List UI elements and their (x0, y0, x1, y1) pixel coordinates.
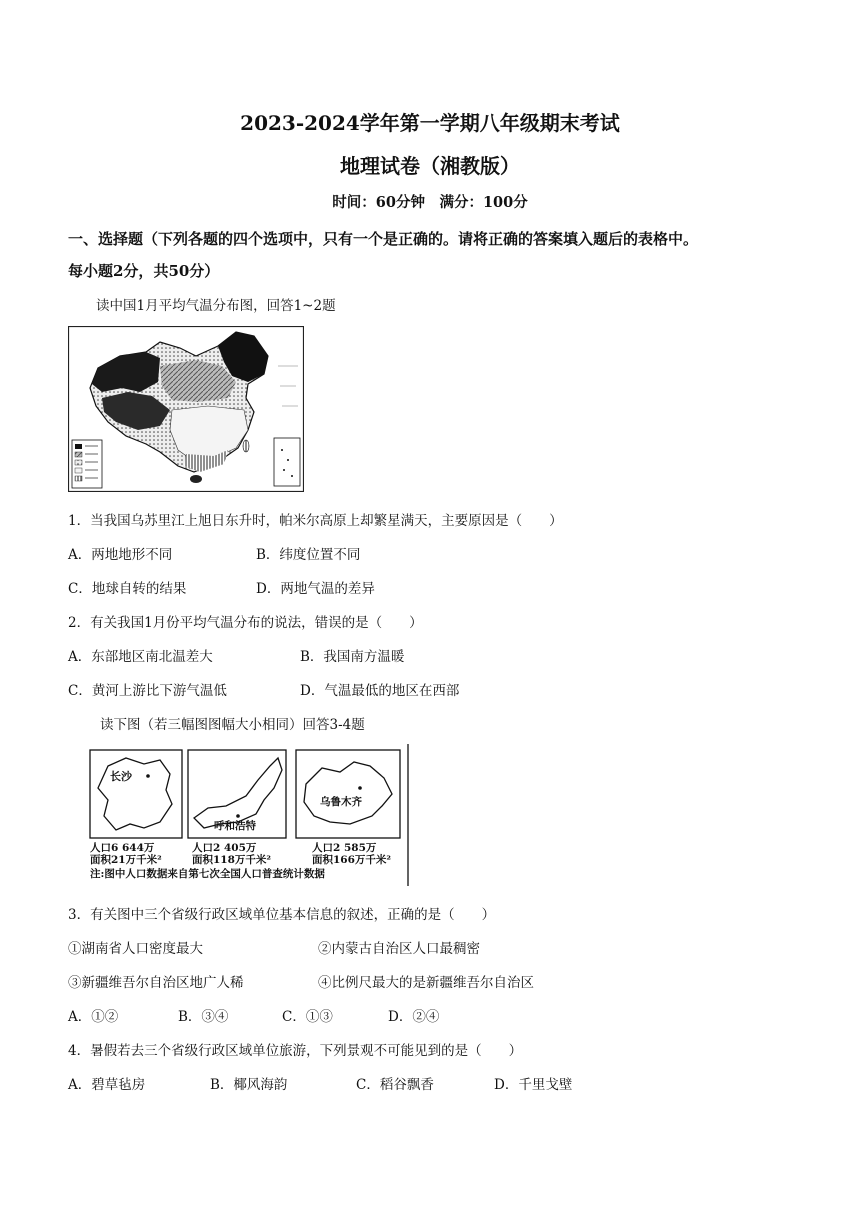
population-xinjiang: 人口2 585万 (312, 842, 377, 854)
city-label-hohhot: 呼和浩特 (214, 820, 256, 832)
question-4-stem: 4．暑假若去三个省级行政区域单位旅游，下列景观不可能见到的是（ ） (68, 1043, 523, 1059)
area-xinjiang: 面积166万千米² (312, 854, 392, 866)
question-3-option-d: D．②④ (388, 1009, 440, 1025)
question-1-stem: 1．当我国乌苏里江上旭日东升时，帕米尔高原上却繁星满天，主要原因是（ ） (68, 513, 563, 529)
question-1-option-a: A．两地地形不同 (68, 547, 173, 563)
question-2-option-c: C．黄河上游比下游气温低 (68, 683, 227, 699)
question-3-statement-3: ③新疆维吾尔自治区地广人稀 (68, 975, 244, 991)
question-2-option-b: B．我国南方温暖 (300, 649, 405, 665)
intro-q3-4: 读下图（若三幅图图幅大小相同）回答3-4题 (100, 717, 365, 733)
intro-q1-2: 读中国1月平均气温分布图，回答1~2题 (96, 298, 336, 314)
question-3-option-c: C．①③ (282, 1009, 333, 1025)
section-heading: 一、选择题（下列各题的四个选项中，只有一个是正确的。请将正确的答案填入题后的表格中。 (68, 230, 699, 248)
exam-title: 2023-2024学年第一学期八年级期末考试 (240, 111, 620, 135)
exam-subtitle: 地理试卷（湘教版） (340, 154, 520, 178)
question-2-option-d: D．气温最低的地区在西部 (300, 683, 460, 699)
city-label-changsha: 长沙 (110, 770, 132, 783)
question-4-option-b: B．椰风海韵 (210, 1077, 288, 1093)
question-1-option-c: C．地球自转的结果 (68, 581, 187, 597)
question-1-option-d: D．两地气温的差异 (256, 581, 375, 597)
question-1-option-b: B．纬度位置不同 (256, 547, 361, 563)
exam-meta: 时间：60分钟 满分：100分 (332, 194, 528, 211)
question-2-stem: 2．有关我国1月份平均气温分布的说法，错误的是（ ） (68, 615, 423, 631)
area-inner-mongolia: 面积118万千米² (192, 854, 272, 866)
section-heading-cont: 每小题2分，共50分） (68, 262, 220, 280)
question-4-option-c: C．稻谷飘香 (356, 1077, 434, 1093)
question-2-option-a: A．东部地区南北温差大 (68, 649, 213, 665)
question-3-option-b: B．③④ (178, 1009, 229, 1025)
population-inner-mongolia: 人口2 405万 (192, 842, 257, 854)
figure-note: 注:图中人口数据来自第七次全国人口普查统计数据 (90, 868, 325, 880)
question-4-option-d: D．千里戈壁 (494, 1077, 573, 1093)
question-3-stem: 3．有关图中三个省级行政区域单位基本信息的叙述，正确的是（ ） (68, 907, 496, 923)
question-4-option-a: A．碧草毡房 (68, 1077, 146, 1093)
china-temperature-map (68, 326, 304, 492)
question-3-option-a: A．①② (68, 1009, 119, 1025)
question-3-statement-1: ①湖南省人口密度最大 (68, 941, 203, 957)
question-3-statement-2: ②内蒙古自治区人口最稠密 (318, 941, 480, 957)
city-label-urumqi: 乌鲁木齐 (320, 796, 362, 808)
population-hunan: 人口6 644万 (90, 842, 155, 854)
area-hunan: 面积21万千米² (90, 854, 162, 866)
question-3-statement-4: ④比例尺最大的是新疆维吾尔自治区 (318, 975, 534, 991)
